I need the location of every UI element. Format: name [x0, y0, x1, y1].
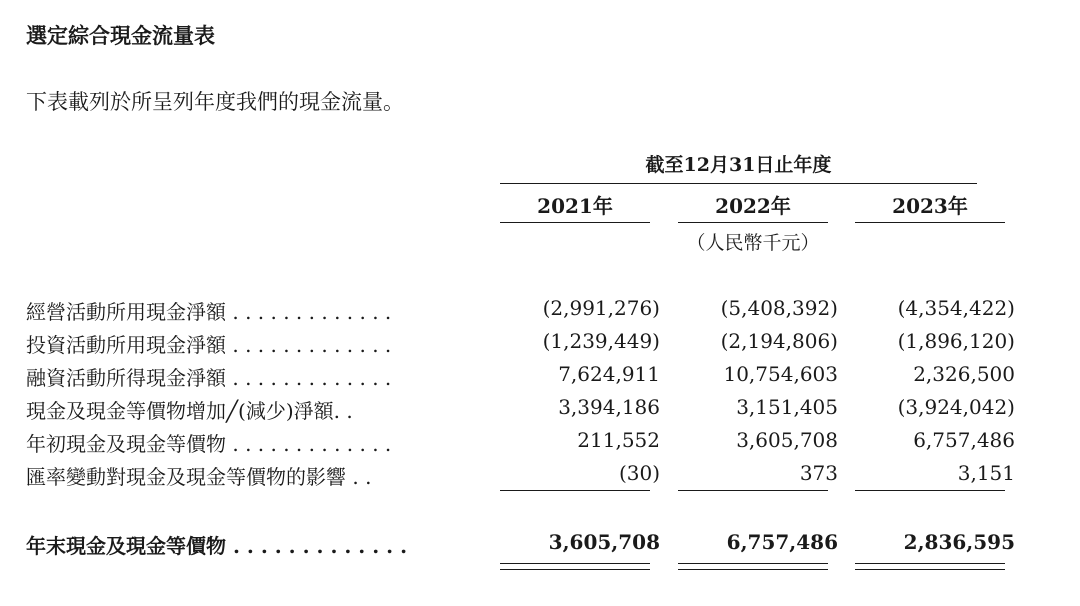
row-label-operating: 經營活動所用現金淨額 . . . . . . . . . . . . . [26, 300, 392, 324]
year-header-2022: 2022年 [715, 194, 791, 218]
total-cell-2021: 3,605,708 [548, 530, 660, 554]
cell-fx-effect-2021: (30) [618, 461, 660, 485]
year-header-2023: 2023年 [892, 194, 968, 218]
total-double-rule-bottom-2022 [678, 569, 828, 570]
total-double-rule-top-2021 [500, 563, 650, 564]
cell-opening-cash-2023: 6,757,486 [913, 428, 1015, 452]
cell-investing-2021: (1,239,449) [542, 329, 660, 353]
cell-fx-effect-2022: 373 [799, 461, 838, 485]
total-double-rule-bottom-2023 [855, 569, 1005, 570]
cell-investing-2022: (2,194,806) [720, 329, 838, 353]
cell-operating-2021: (2,991,276) [542, 296, 660, 320]
cell-operating-2022: (5,408,392) [720, 296, 838, 320]
cell-net-change-2023: (3,924,042) [897, 395, 1015, 419]
subtotal-rule-2023 [855, 490, 1005, 491]
cell-financing-2021: 7,624,911 [558, 362, 660, 386]
row-label-net-change: 現金及現金等價物增加╱(減少)淨額. . [26, 399, 353, 423]
unit-label: （人民幣千元） [686, 232, 820, 254]
row-label-opening-cash: 年初現金及現金等價物 . . . . . . . . . . . . . [26, 432, 392, 456]
cell-net-change-2022: 3,151,405 [736, 395, 838, 419]
year-header-2021: 2021年 [537, 194, 613, 218]
intro-text: 下表載列於所呈列年度我們的現金流量。 [26, 90, 404, 114]
total-cell-2023: 2,836,595 [903, 530, 1015, 554]
cell-financing-2023: 2,326,500 [913, 362, 1015, 386]
period-rule [500, 183, 977, 184]
row-label-financing: 融資活動所得現金淨額 . . . . . . . . . . . . . [26, 366, 392, 390]
total-cell-2022: 6,757,486 [726, 530, 838, 554]
row-label-investing: 投資活動所用現金淨額 . . . . . . . . . . . . . [26, 333, 392, 357]
total-double-rule-top-2023 [855, 563, 1005, 564]
cell-net-change-2021: 3,394,186 [558, 395, 660, 419]
total-row-label: 年末現金及現金等價物 . . . . . . . . . . . . . [26, 534, 408, 558]
section-heading: 選定綜合現金流量表 [26, 23, 215, 48]
subtotal-rule-2022 [678, 490, 828, 491]
cell-financing-2022: 10,754,603 [723, 362, 838, 386]
total-double-rule-top-2022 [678, 563, 828, 564]
cell-investing-2023: (1,896,120) [897, 329, 1015, 353]
row-label-fx-effect: 匯率變動對現金及現金等價物的影響 . . [26, 465, 372, 489]
cell-operating-2023: (4,354,422) [897, 296, 1015, 320]
year-rule-2022 [678, 222, 828, 223]
total-double-rule-bottom-2021 [500, 569, 650, 570]
cell-fx-effect-2023: 3,151 [957, 461, 1015, 485]
year-rule-2023 [855, 222, 1005, 223]
year-rule-2021 [500, 222, 650, 223]
subtotal-rule-2021 [500, 490, 650, 491]
period-header: 截至12月31日止年度 [645, 154, 832, 176]
cell-opening-cash-2022: 3,605,708 [736, 428, 838, 452]
cell-opening-cash-2021: 211,552 [577, 428, 660, 452]
